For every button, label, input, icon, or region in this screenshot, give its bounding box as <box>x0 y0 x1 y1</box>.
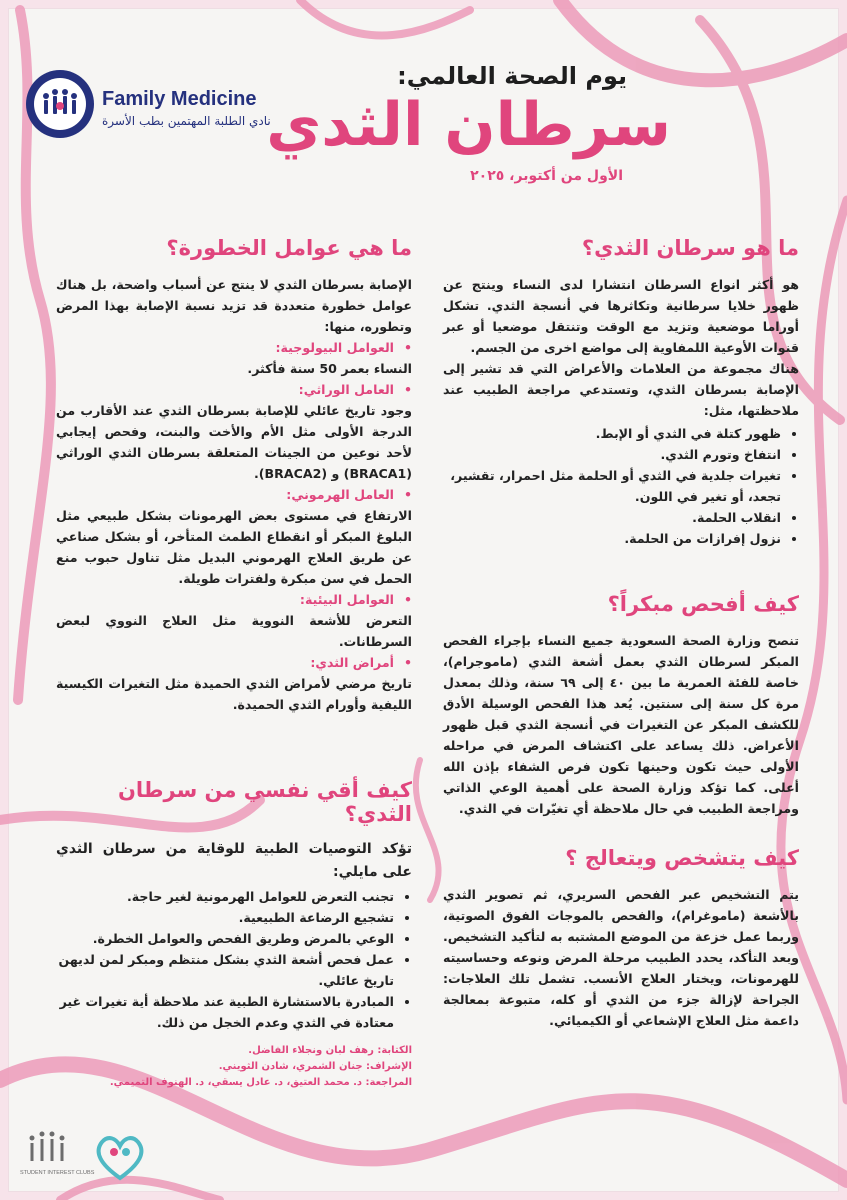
section-title-diagnosis: كيف يتشخص ويتعالج ؟ <box>565 846 799 870</box>
risk-factor-name: • العوامل البيولوجية: <box>275 340 412 355</box>
risk-factor <box>56 484 412 589</box>
family-medicine-logo-icon <box>24 68 96 140</box>
list-item: • انقلاب الحلمة. <box>443 507 781 528</box>
early-paragraph: تنصح وزارة الصحة السعودية جميع النساء بإجراء الفحص المبكر لسرطان الثدي بعمل أشعة الثدي (ماموجرام)، خاصة للفئة العمرية ما بين ٤٠ إلى ٦٩ سنة، وذلك بمعدل مرة كل سنة إلى سنتين. يُعد هذا الفحص الوسيلة الأدق للكشف المبكر عن التغيرات في أنسجة الثدي قبل ظهور الأعراض. ذلك يساعد على اكتشاف المرض في مراحله الأولى حيث تكون وحينها تكون فرص الشفاء بإذن الله أعلى. كما تؤكد وزارة الصحة على أهمية الوعي الذاتي ومراجعة الطبيب في حال ملاحظة أي تغيّرات في الثدي. <box>443 633 799 816</box>
student-clubs-label: STUDENT INTEREST CLUBS <box>20 1170 95 1176</box>
credit-review: المراجعة: د. محمد العتيق، د. عادل يسقي، د. الهنوف التميمي. <box>109 1077 412 1088</box>
section-diagnosis <box>443 846 799 1031</box>
section-what <box>443 236 799 549</box>
section-prevent <box>56 778 412 1091</box>
risk-factor <box>56 337 412 379</box>
brand-name: Family Medicine <box>102 88 257 110</box>
risk-factor-name: • العامل الوراثي: <box>299 382 412 397</box>
list-item: • نزول إفرازات من الحلمة. <box>443 528 781 549</box>
risk-factor <box>56 652 412 715</box>
prevent-intro: تؤكد التوصيات الطبية للوقاية من سرطان الثدي على مايلي: <box>56 841 412 880</box>
section-title-risk: ما هي عوامل الخطورة؟ <box>166 236 412 260</box>
heart-people-logo-icon <box>92 1130 148 1182</box>
risk-factor-text: تاريخ مرضي لأمراض الثدي الحميدة مثل التغيرات الكيسية الليفية وأورام الثدي الحميدة. <box>56 676 412 712</box>
risk-factor-text: التعرض للأشعة النووية مثل العلاج النووي لبعض السرطانات. <box>56 613 412 649</box>
section-early <box>443 592 799 819</box>
date-line: الأول من أكتوبر، ٢٠٢٥ <box>470 168 623 184</box>
credit-supervision: الإشراف: جنان الشمري، شادن الثويني. <box>218 1061 412 1072</box>
section-title-prevent: كيف أقي نفسي من سرطان الثدي؟ <box>117 778 412 826</box>
list-item: • تشجيع الرضاعة الطبيعية. <box>56 907 394 928</box>
prevention-list <box>56 886 412 1033</box>
list-item: • عمل فحص أشعة الثدي بشكل منتظم ومبكر لمن لديهن تاريخ عائلي. <box>56 949 394 991</box>
what-paragraph-1: هو أكثر انواع السرطان انتشارا لدى النساء وينتج عن ظهور خلايا سرطانية وتكاثرها في أنسجة الثدي. تشكل أوراما موضعية وتزيد مع الوقت وتنتقل موضعيا أو عبر قنوات الأوعية اللمفاوية إلى مواضع اخرى من الجسم. <box>443 277 799 355</box>
risk-factor-text: وجود تاريخ عائلي للإصابة بسرطان الثدي عند الأقارب من الدرجة الأولى مثل الأم والأخت والبنت، وفحص إيجابي لأحد نوعين من الجينات المتعلقة بسرطان الثدي الوراثي (BRACA1) و (BRACA2). <box>56 403 412 481</box>
what-paragraph-2: هناك مجموعة من العلامات والأعراض التي قد تشير إلى الإصابة بسرطان الثدي، وتستدعي مراجعة الطبيب عند ملاحظتها، مثل: <box>443 361 799 418</box>
brand-subtitle: نادي الطلبة المهتمين بطب الأسرة <box>102 114 271 128</box>
section-title-early: كيف أفحص مبكراً؟ <box>607 592 799 616</box>
credit-writing: الكتابة: رهف لبان ونجلاء الفاضل. <box>248 1045 412 1056</box>
credits <box>56 1043 412 1091</box>
risk-factor-name: • العوامل البيئية: <box>300 592 412 607</box>
risk-factor-name: • العامل الهرموني: <box>286 487 412 502</box>
risk-factor <box>56 379 412 484</box>
page-title: سرطان الثدي <box>266 90 671 160</box>
list-item: • الوعي بالمرض وطريق الفحص والعوامل الخطرة. <box>56 928 394 949</box>
list-item: • تجنب التعرض للعوامل الهرمونية لغير حاجة. <box>56 886 394 907</box>
list-item: • انتفاخ وتورم الثدي. <box>443 444 781 465</box>
risk-factor-text: الارتفاع في مستوى بعض الهرمونات بشكل طبيعي مثل البلوغ المبكر أو انقطاع الطمث المتأخر، أو بشكل صناعي عن طريق العلاج الهرموني البديل مثل تناول حبوب منع الحمل في سن مبكرة ولفترات طويلة. <box>56 508 412 586</box>
list-item: • المبادرة بالاستشارة الطبية عند ملاحظة أية تغيرات غير معتادة في الثدي وعدم الخجل من ذلك. <box>56 991 394 1033</box>
section-title-what: ما هو سرطان الثدي؟ <box>581 236 799 260</box>
risk-factor <box>56 589 412 652</box>
diagnosis-paragraph: يتم التشخيص عبر الفحص السريري، ثم تصوير الثدي بالأشعة (ماموغرام)، والفحص بالموجات الفوق الصوتية، وربما عمل خزعة من الموضع المشتبه به لتأكيد التشخيص. وبعد التأكد، يحدد الطبيب مرحلة المرض ونوعه وحساسيته للهرمونات، ويختار العلاج الأنسب. تشمل تلك العلاجات: الجراحة لإزالة جزء من الثدي أو كله، متبوعة بمعالجة داعمة مثل العلاج الإشعاعي أو الكيميائي. <box>443 887 799 1028</box>
risk-factor-text: النساء بعمر 50 سنة فأكثر. <box>247 361 412 376</box>
list-item: • تغيرات جلدية في الثدي أو الحلمة مثل احمرار، تقشير، تجعد، أو تغير في اللون. <box>443 465 781 507</box>
list-item: • ظهور كتلة في الثدي أو الإبط. <box>443 423 781 444</box>
pre-title: يوم الصحة العالمي: <box>397 62 627 90</box>
risk-intro: الإصابة بسرطان الثدي لا ينتج عن أسباب واضحة، بل هناك عوامل خطورة متعددة قد تزيد نسبة الإصابة بهذا المرض وتطوره، منها: <box>56 277 412 334</box>
risk-factor-name: • أمراض الثدي: <box>310 655 412 670</box>
section-risk <box>56 236 412 715</box>
brand-logo <box>24 68 271 148</box>
footer-logos <box>20 1128 160 1188</box>
symptoms-list <box>443 423 799 549</box>
